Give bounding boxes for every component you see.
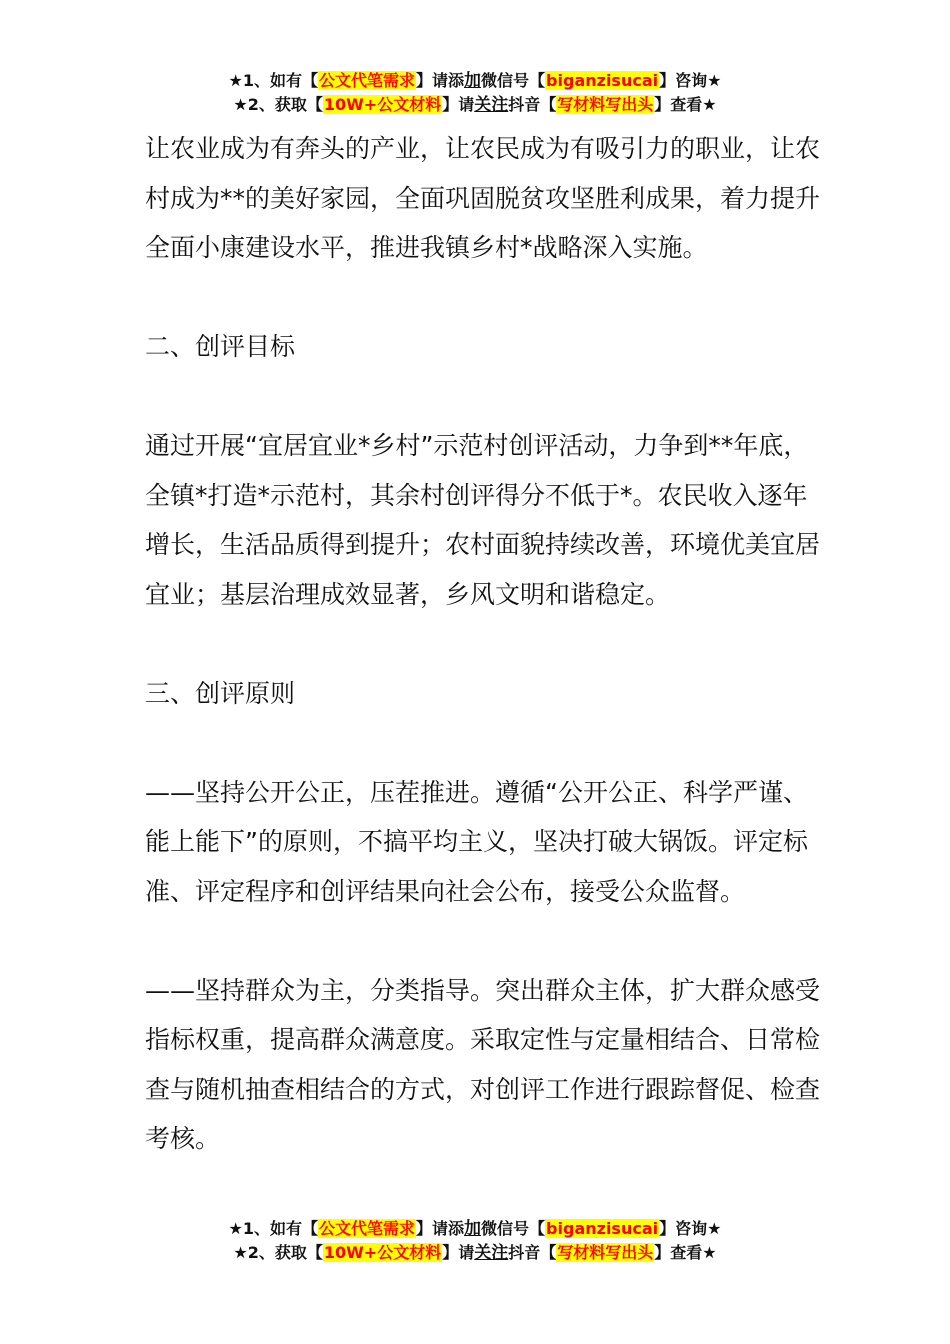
- banner-text: 抖音【: [508, 1243, 557, 1262]
- banner-text: 】咨询★: [659, 1219, 722, 1238]
- banner-highlight: 10W+公文材料: [323, 1243, 442, 1262]
- spacer: [145, 372, 825, 422]
- banner-emphasis: 关注: [474, 1243, 509, 1263]
- banner-text: 微信号【: [481, 71, 546, 90]
- banner-highlight: 10W+公文材料: [323, 95, 442, 114]
- header-banner: [0, 69, 950, 117]
- paragraph-principle-2: ——坚持群众为主，分类指导。突出群众主体，扩大群众感受指标权重，提高群众满意度。采取定性与定量相结合、日常检查与随机抽查相结合的方式，对创评工作进行跟踪督促、检查考核。: [145, 975, 821, 1153]
- banner-text: 】请: [442, 1243, 475, 1262]
- heading-goals: 二、创评目标: [145, 332, 296, 361]
- banner-text: 】请添: [416, 71, 465, 90]
- banner-text: 】查看★: [654, 95, 717, 114]
- banner-emphasis: 关注: [474, 95, 509, 115]
- spacer: [145, 916, 825, 966]
- spacer: [145, 718, 825, 768]
- paragraph-goals: 通过开展“宜居宜业*乡村”示范村创评活动，力争到**年底，全镇*打造*示范村，其余村创评得分不低于*。农民收入逐年增长，生活品质得到提升；农村面貌持续改善，环境优美宜居宜业；基层治理成效显著，乡风文明和谐稳定。: [145, 431, 821, 609]
- spacer: [145, 619, 825, 669]
- spacer: [145, 273, 825, 323]
- banner-highlight: 写材料写出头: [557, 1243, 654, 1262]
- banner-highlight: 写材料写出头: [557, 95, 654, 114]
- banner-text: 】请添: [416, 1219, 465, 1238]
- footer-banner: [0, 1217, 950, 1265]
- banner-line-1: [0, 1217, 950, 1241]
- banner-text: ★2、获取【: [233, 95, 323, 114]
- banner-highlight: biganzisucai: [546, 1219, 659, 1238]
- banner-text: 微信号【: [481, 1219, 546, 1238]
- banner-highlight: 公文代笔需求: [319, 1219, 416, 1238]
- banner-text: ★2、获取【: [233, 1243, 323, 1262]
- banner-line-2: [0, 93, 950, 117]
- paragraph-principle-1: ——坚持公开公正，压茬推进。遵循“公开公正、科学严谨、能上能下”的原则，不搞平均主义，坚决打破大锅饭。评定标准、评定程序和创评结果向社会公布，接受公众监督。: [145, 777, 808, 906]
- banner-text: 】咨询★: [659, 71, 722, 90]
- banner-emphasis: 加: [464, 71, 482, 91]
- heading-principles: 三、创评原则: [145, 678, 296, 708]
- banner-text: ★1、如有【: [228, 71, 318, 90]
- banner-line-1: [0, 69, 950, 93]
- banner-highlight: biganzisucai: [546, 71, 659, 90]
- banner-line-2: [0, 1241, 950, 1265]
- banner-emphasis: 加: [464, 1219, 482, 1239]
- banner-text: ★1、如有【: [228, 1219, 318, 1238]
- banner-text: 抖音【: [508, 95, 557, 114]
- document-body: [145, 124, 825, 1164]
- banner-text: 】请: [442, 95, 475, 114]
- paragraph-intro: 让农业成为有奔头的产业，让农民成为有吸引力的职业，让农村成为**的美好家园，全面巩固脱贫攻坚胜利成果，着力提升全面小康建设水平，推进我镇乡村*战略深入实施。: [145, 134, 821, 262]
- banner-highlight: 公文代笔需求: [319, 71, 416, 90]
- banner-text: 】查看★: [654, 1243, 717, 1262]
